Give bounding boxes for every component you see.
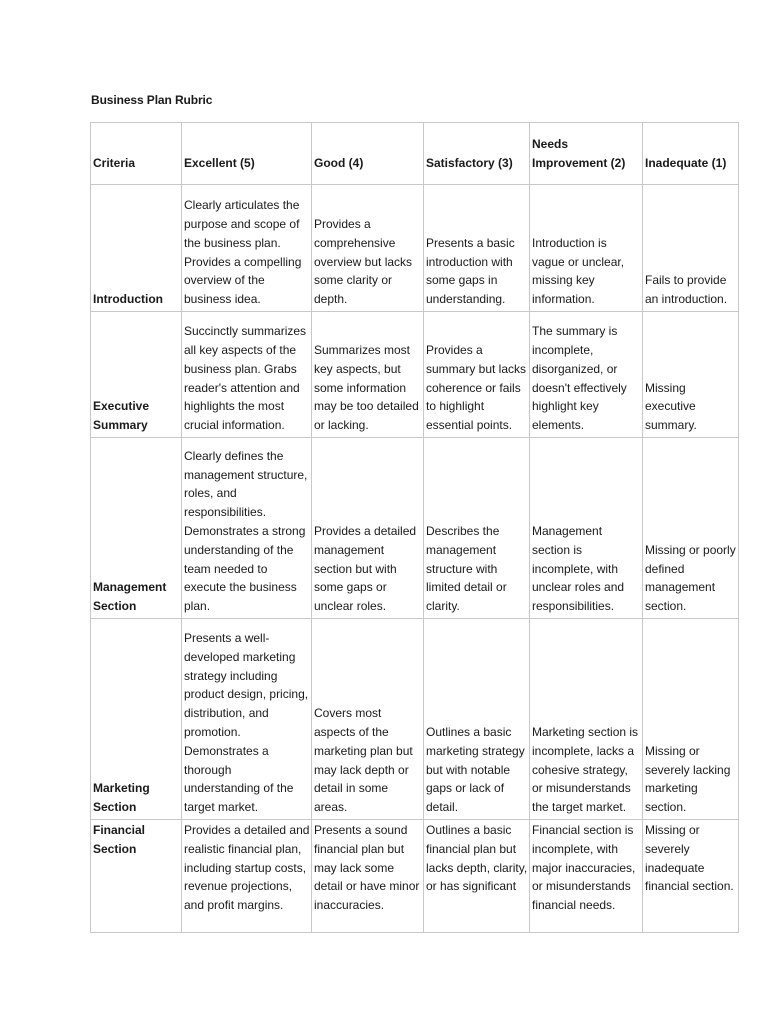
table-row-financial-section — [91, 820, 739, 933]
table-row-management-section — [91, 438, 739, 619]
satisfactory-cell: Describes the management structure with limited detail or clarity. — [424, 438, 530, 619]
satisfactory-cell: Provides a summary but lacks coherence or fails to highlight essential points. — [424, 312, 530, 438]
header-good: Good (4) — [312, 123, 424, 185]
good-cell: Covers most aspects of the marketing plan but may lack depth or detail in some areas. — [312, 619, 424, 820]
rubric-table — [90, 122, 739, 933]
good-cell: Summarizes most key aspects, but some information may be too detailed or lacking. — [312, 312, 424, 438]
header-needs-improvement: Needs Improvement (2) — [530, 123, 643, 185]
good-cell: Provides a comprehensive overview but lacks some clarity or depth. — [312, 185, 424, 312]
header-satisfactory: Satisfactory (3) — [424, 123, 530, 185]
excellent-cell: Presents a well-developed marketing strategy including product design, pricing, distribution, and promotion. Demonstrates a thorough understanding of the target market. — [182, 619, 312, 820]
criteria-cell: Financial Section — [91, 820, 182, 933]
criteria-cell: Executive Summary — [91, 312, 182, 438]
inadequate-cell: Missing or severely inadequate financial section. — [643, 820, 739, 933]
inadequate-cell: Missing or severely lacking marketing section. — [643, 619, 739, 820]
criteria-cell: Marketing Section — [91, 619, 182, 820]
excellent-cell: Provides a detailed and realistic financial plan, including startup costs, revenue projections, and profit margins. — [182, 820, 312, 933]
inadequate-cell: Missing or poorly defined management section. — [643, 438, 739, 619]
excellent-cell: Succinctly summarizes all key aspects of the business plan. Grabs reader's attention and highlights the most crucial information. — [182, 312, 312, 438]
excellent-cell: Clearly defines the management structure, roles, and responsibilities. Demonstrates a strong understanding of the team needed to execute the business plan. — [182, 438, 312, 619]
inadequate-cell: Missing executive summary. — [643, 312, 739, 438]
satisfactory-cell: Outlines a basic financial plan but lacks depth, clarity, or has significant — [424, 820, 530, 933]
good-cell: Provides a detailed management section but with some gaps or unclear roles. — [312, 438, 424, 619]
needs-improvement-cell: Introduction is vague or unclear, missing key information. — [530, 185, 643, 312]
needs-improvement-cell: The summary is incomplete, disorganized, or doesn't effectively highlight key elements. — [530, 312, 643, 438]
header-excellent: Excellent (5) — [182, 123, 312, 185]
page-title: Business Plan Rubric — [91, 93, 213, 107]
satisfactory-cell: Presents a basic introduction with some gaps in understanding. — [424, 185, 530, 312]
good-cell: Presents a sound financial plan but may lack some detail or have minor inaccuracies. — [312, 820, 424, 933]
criteria-cell: Introduction — [91, 185, 182, 312]
needs-improvement-cell: Management section is incomplete, with unclear roles and responsibilities. — [530, 438, 643, 619]
needs-improvement-cell: Financial section is incomplete, with major inaccuracies, or misunderstands financial needs. — [530, 820, 643, 933]
satisfactory-cell: Outlines a basic marketing strategy but with notable gaps or lack of detail. — [424, 619, 530, 820]
table-row-executive-summary — [91, 312, 739, 438]
excellent-cell: Clearly articulates the purpose and scope of the business plan. Provides a compelling overview of the business idea. — [182, 185, 312, 312]
header-inadequate: Inadequate (1) — [643, 123, 739, 185]
needs-improvement-cell: Marketing section is incomplete, lacks a cohesive strategy, or misunderstands the target market. — [530, 619, 643, 820]
table-header-row — [91, 123, 739, 185]
criteria-cell: Management Section — [91, 438, 182, 619]
header-criteria: Criteria — [91, 123, 182, 185]
inadequate-cell: Fails to provide an introduction. — [643, 185, 739, 312]
table-row-introduction — [91, 185, 739, 312]
table-row-marketing-section — [91, 619, 739, 820]
